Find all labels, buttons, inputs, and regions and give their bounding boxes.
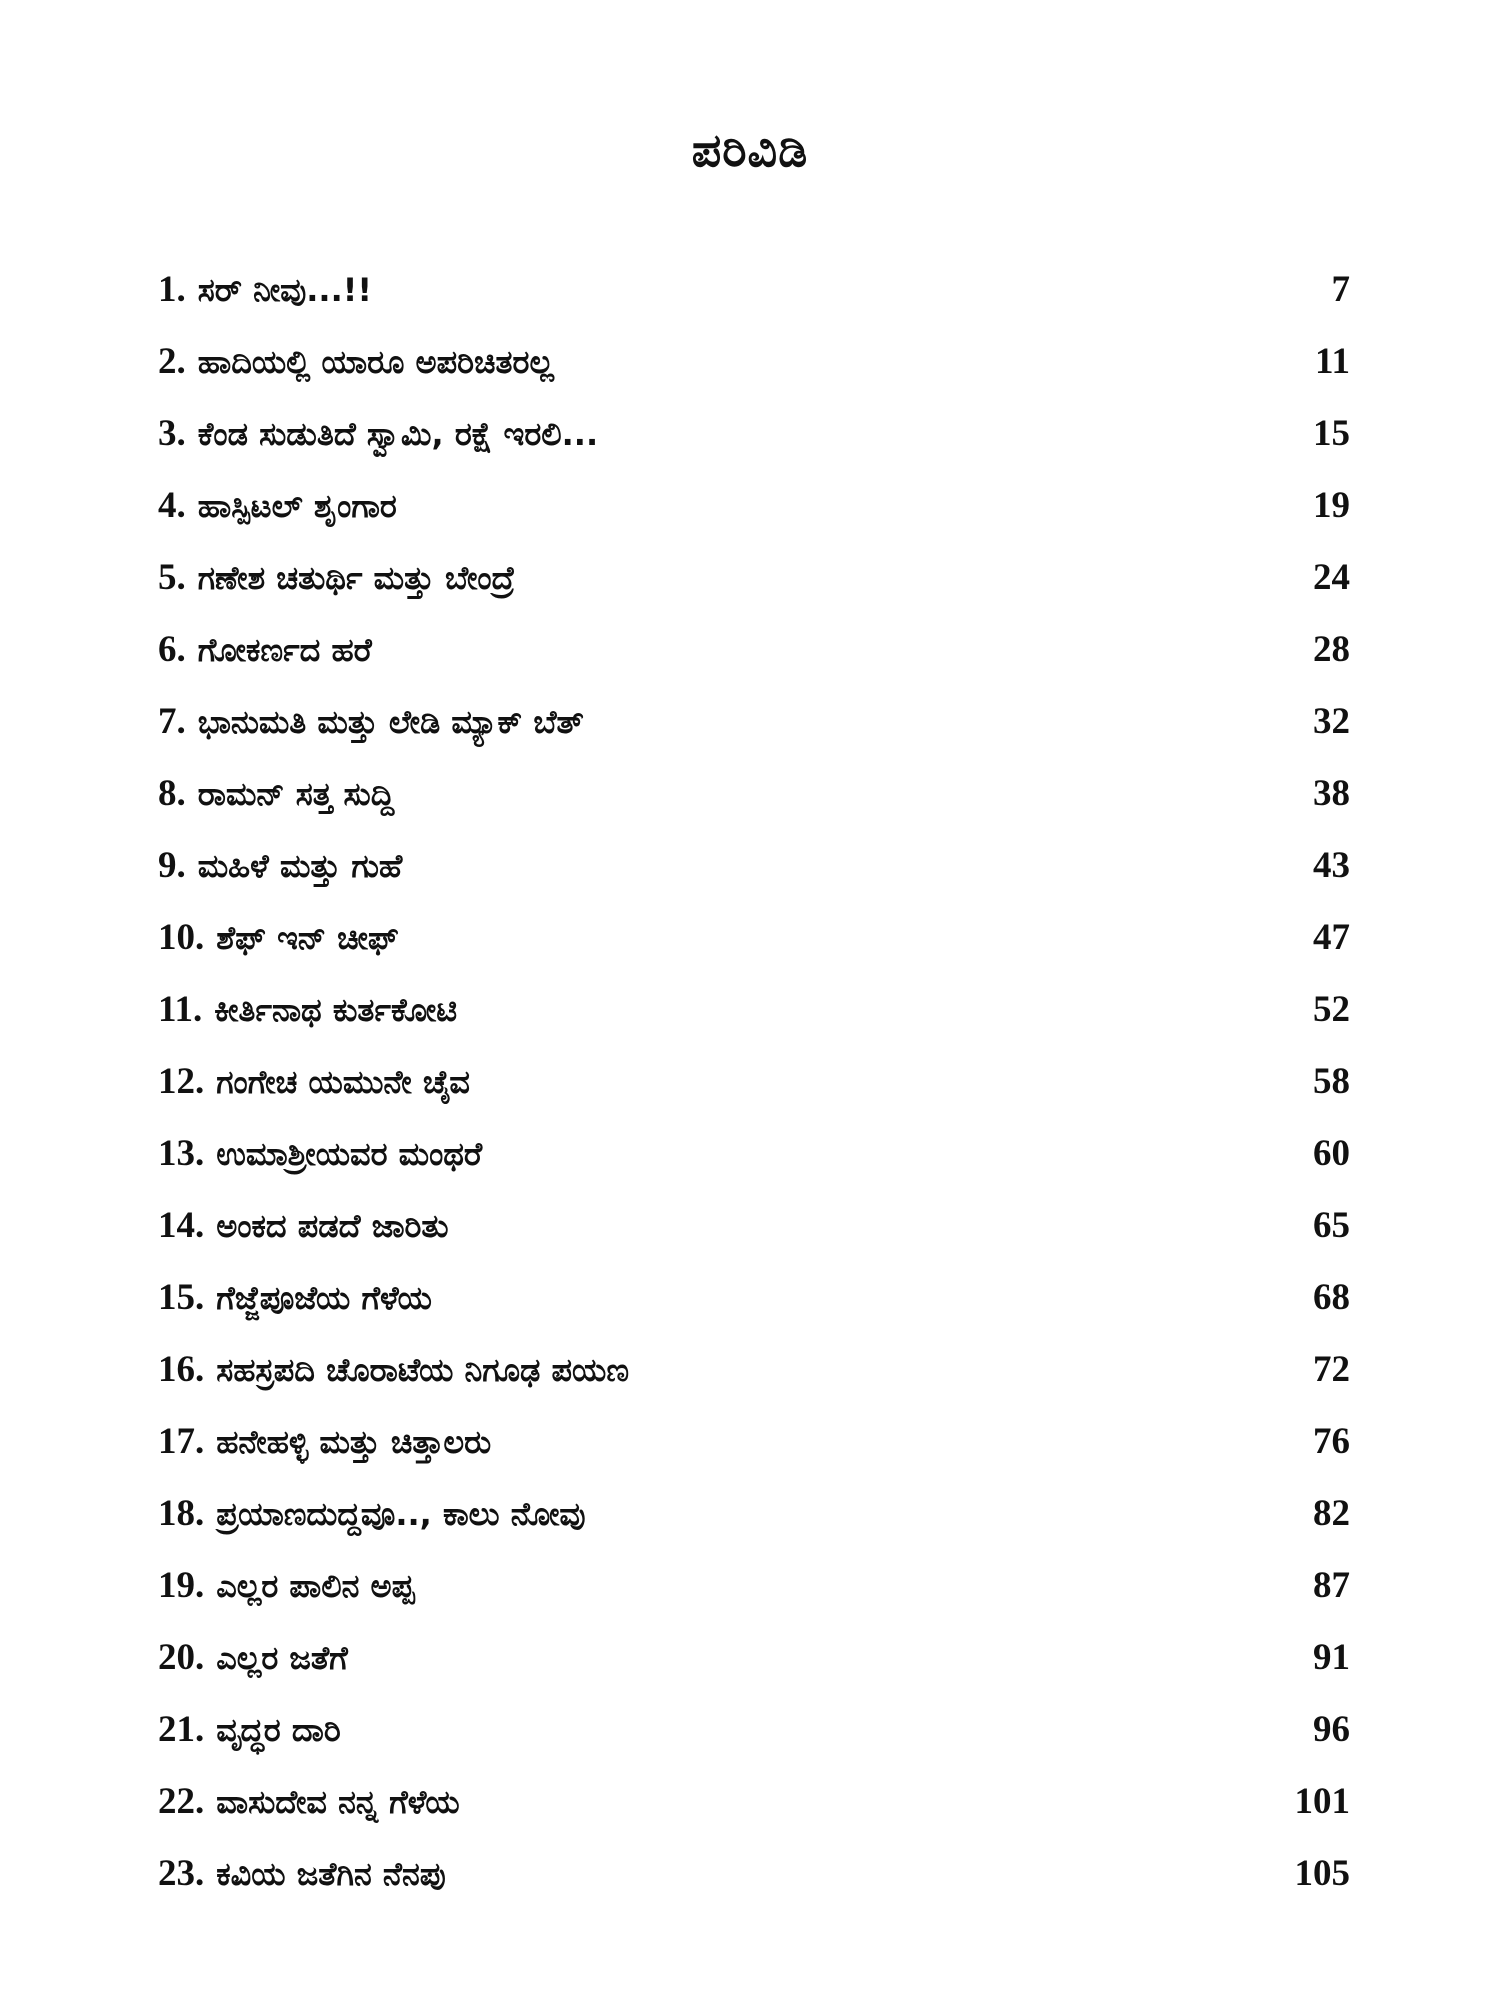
toc-entry-title: ಶೆಫ್ ಇನ್ ಚೀಫ್ bbox=[216, 919, 399, 957]
toc-entry-number: 21. bbox=[158, 1709, 205, 1750]
toc-entry-number: 19. bbox=[158, 1565, 205, 1606]
toc-entry-title: ಕೆಂಡ ಸುಡುತಿದೆ ಸ್ವಾಮಿ, ರಕ್ಷೆ ಇರಲಿ... bbox=[197, 415, 599, 453]
toc-entry bbox=[158, 254, 1358, 326]
toc-entry bbox=[158, 686, 1358, 758]
toc-entry-page-number: 52 bbox=[1313, 989, 1350, 1030]
toc-entry-page-number: 38 bbox=[1313, 773, 1350, 814]
toc-entry bbox=[158, 758, 1358, 830]
toc-entry-title: ಎಲ್ಲರ ಜತೆಗೆ bbox=[216, 1639, 348, 1677]
toc-entry-title: ವೃದ್ಧರ ದಾರಿ bbox=[216, 1711, 341, 1749]
toc-entry-number: 5. bbox=[158, 557, 186, 598]
toc-entry-title: ಕವಿಯ ಜತೆಗಿನ ನೆನಪು bbox=[216, 1855, 446, 1893]
toc-entry bbox=[158, 326, 1358, 398]
toc-entry bbox=[158, 470, 1358, 542]
toc-entry-number: 14. bbox=[158, 1205, 205, 1246]
toc-entry bbox=[158, 1550, 1358, 1622]
toc-entry-title: ಎಲ್ಲರ ಪಾಲಿನ ಅಪ್ಪ bbox=[216, 1567, 415, 1605]
toc-entry-number: 11. bbox=[158, 989, 203, 1030]
toc-entry-title: ವಾಸುದೇವ ನನ್ನ ಗೆಳೆಯ bbox=[216, 1783, 460, 1821]
toc-entry-title: ಉಮಾಶ್ರೀಯವರ ಮಂಥರೆ bbox=[216, 1135, 483, 1173]
toc-entry bbox=[158, 1766, 1358, 1838]
toc-entry-number: 6. bbox=[158, 629, 186, 670]
toc-entry-number: 15. bbox=[158, 1277, 205, 1318]
toc-entry-title: ಗೋಕರ್ಣದ ಹರೆ bbox=[197, 631, 372, 669]
toc-entry bbox=[158, 1694, 1358, 1766]
table-of-contents bbox=[158, 254, 1358, 1910]
toc-entry-number: 10. bbox=[158, 917, 205, 958]
toc-entry-page-number: 76 bbox=[1313, 1421, 1350, 1462]
toc-entry-title: ಗಂಗೇಚ ಯಮುನೇ ಚೈವ bbox=[216, 1063, 470, 1101]
toc-entry-number: 22. bbox=[158, 1781, 205, 1822]
toc-entry bbox=[158, 1334, 1358, 1406]
toc-entry-number: 9. bbox=[158, 845, 186, 886]
toc-entry bbox=[158, 398, 1358, 470]
toc-entry bbox=[158, 1262, 1358, 1334]
toc-entry-number: 4. bbox=[158, 485, 186, 526]
toc-entry-title: ಮಹಿಳೆ ಮತ್ತು ಗುಹೆ bbox=[197, 847, 403, 885]
toc-entry-page-number: 19 bbox=[1313, 485, 1350, 526]
toc-entry-title: ಗೆಜ್ಜೆಪೂಜೆಯ ಗೆಳೆಯ bbox=[216, 1279, 432, 1317]
toc-entry-title: ಪ್ರಯಾಣದುದ್ದವೂ.., ಕಾಲು ನೋವು bbox=[216, 1495, 586, 1533]
toc-entry-page-number: 82 bbox=[1313, 1493, 1350, 1534]
toc-entry-number: 1. bbox=[158, 269, 186, 310]
toc-entry bbox=[158, 542, 1358, 614]
toc-entry-title: ರಾಮನ್ ಸತ್ತ ಸುದ್ದಿ bbox=[197, 775, 395, 813]
toc-entry-page-number: 101 bbox=[1294, 1781, 1350, 1822]
toc-entry-title: ಹನೇಹಳ್ಳಿ ಮತ್ತು ಚಿತ್ತಾಲರು bbox=[216, 1423, 492, 1461]
toc-entry-title: ಅಂಕದ ಪಡದೆ ಜಾರಿತು bbox=[216, 1207, 449, 1245]
toc-entry bbox=[158, 1190, 1358, 1262]
toc-entry-number: 2. bbox=[158, 341, 186, 382]
toc-entry-page-number: 65 bbox=[1313, 1205, 1350, 1246]
toc-entry-page-number: 24 bbox=[1313, 557, 1350, 598]
toc-entry bbox=[158, 1478, 1358, 1550]
toc-entry bbox=[158, 1838, 1358, 1910]
toc-entry-page-number: 87 bbox=[1313, 1565, 1350, 1606]
toc-entry-number: 20. bbox=[158, 1637, 205, 1678]
toc-entry-page-number: 105 bbox=[1294, 1853, 1350, 1894]
toc-entry-page-number: 91 bbox=[1313, 1637, 1350, 1678]
toc-entry-number: 3. bbox=[158, 413, 186, 454]
toc-entry-page-number: 68 bbox=[1313, 1277, 1350, 1318]
toc-entry bbox=[158, 1622, 1358, 1694]
toc-entry bbox=[158, 1406, 1358, 1478]
toc-entry-page-number: 96 bbox=[1313, 1709, 1350, 1750]
toc-entry bbox=[158, 1118, 1358, 1190]
toc-entry-page-number: 60 bbox=[1313, 1133, 1350, 1174]
toc-entry-number: 12. bbox=[158, 1061, 205, 1102]
toc-entry-page-number: 32 bbox=[1313, 701, 1350, 742]
toc-entry bbox=[158, 974, 1358, 1046]
toc-entry-number: 18. bbox=[158, 1493, 205, 1534]
toc-entry-number: 17. bbox=[158, 1421, 205, 1462]
toc-entry-title: ಭಾನುಮತಿ ಮತ್ತು ಲೇಡಿ ಮ್ಯಾಕ್ ಬೆತ್ bbox=[197, 703, 584, 741]
toc-entry-title: ಗಣೇಶ ಚತುರ್ಥಿ ಮತ್ತು ಬೇಂದ್ರೆ bbox=[197, 559, 515, 597]
toc-entry-title: ಕೀರ್ತಿನಾಥ ಕುರ್ತಕೋಟಿ bbox=[214, 991, 458, 1029]
toc-entry-page-number: 15 bbox=[1313, 413, 1350, 454]
toc-entry-page-number: 28 bbox=[1313, 629, 1350, 670]
toc-entry-page-number: 47 bbox=[1313, 917, 1350, 958]
toc-entry-page-number: 11 bbox=[1315, 341, 1350, 382]
toc-entry-number: 8. bbox=[158, 773, 186, 814]
toc-entry bbox=[158, 1046, 1358, 1118]
toc-entry-number: 23. bbox=[158, 1853, 205, 1894]
toc-entry bbox=[158, 614, 1358, 686]
toc-entry-page-number: 72 bbox=[1313, 1349, 1350, 1390]
toc-entry-title: ಸರ್ ನೀವು...!! bbox=[197, 271, 372, 309]
toc-entry-title: ಸಹಸ್ರಪದಿ ಚೊರಾಟೆಯ ನಿಗೂಢ ಪಯಣ bbox=[216, 1351, 630, 1389]
toc-entry bbox=[158, 902, 1358, 974]
toc-entry-title: ಹಾಸ್ಪಿಟಲ್ ಶೃಂಗಾರ bbox=[197, 487, 397, 525]
toc-entry-number: 7. bbox=[158, 701, 186, 742]
toc-entry-page-number: 58 bbox=[1313, 1061, 1350, 1102]
toc-entry-number: 13. bbox=[158, 1133, 205, 1174]
toc-entry-page-number: 43 bbox=[1313, 845, 1350, 886]
page-title: ಪರಿವಿಡಿ bbox=[691, 123, 809, 177]
toc-entry-title: ಹಾದಿಯಲ್ಲಿ ಯಾರೂ ಅಪರಿಚಿತರಲ್ಲ bbox=[197, 343, 554, 381]
toc-entry-number: 16. bbox=[158, 1349, 205, 1390]
toc-entry-page-number: 7 bbox=[1331, 269, 1350, 310]
toc-entry bbox=[158, 830, 1358, 902]
